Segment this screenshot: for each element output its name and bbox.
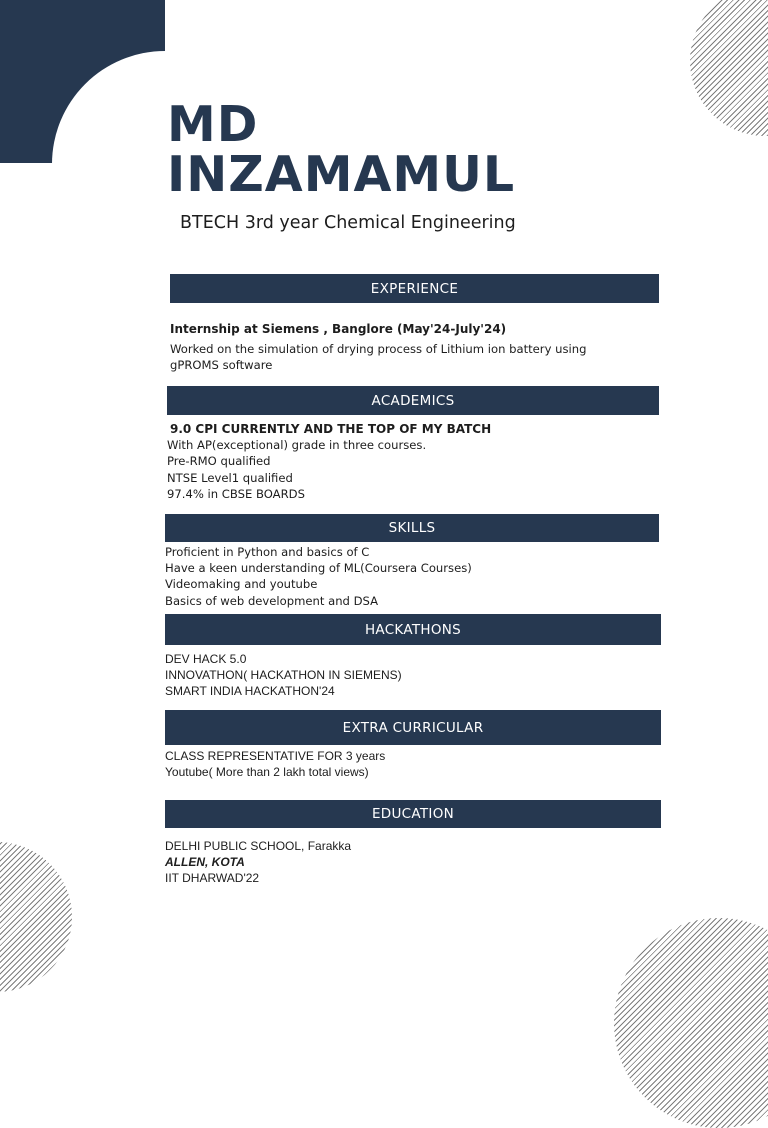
skills-line: Basics of web development and DSA	[165, 593, 379, 608]
extra-curricular-section	[165, 748, 385, 780]
education-line: IIT DHARWAD'22	[165, 871, 260, 886]
education-line: DELHI PUBLIC SCHOOL, Farakka	[165, 839, 352, 853]
hackathons-line: SMART INDIA HACKATHON'24	[165, 684, 335, 699]
skills-line: Proficient in Python and basics of C	[165, 545, 370, 559]
skills-line: Have a keen understanding of ML(Coursera Courses)	[165, 561, 472, 576]
section-heading-education: EDUCATION	[165, 800, 661, 828]
section-heading-hackathons: HACKATHONS	[165, 614, 661, 645]
extra-curricular-line: CLASS REPRESENTATIVE FOR 3 years	[165, 749, 386, 763]
subtitle: BTECH 3rd year Chemical Engineering	[180, 213, 516, 233]
candidate-name	[167, 96, 516, 203]
hatched-circle-bottom-left	[0, 842, 72, 992]
extra-curricular-line: Youtube( More than 2 lakh total views)	[165, 765, 369, 780]
section-heading-experience: EXPERIENCE	[170, 274, 659, 303]
academics-line: 97.4% in CBSE BOARDS	[167, 486, 305, 501]
hatched-circle-top-right	[690, 0, 768, 136]
name-line-1: MD	[167, 96, 259, 153]
experience-line: Worked on the simulation of drying process of Lithium ion battery using	[170, 342, 587, 357]
hackathons-line: DEV HACK 5.0	[165, 652, 247, 666]
section-heading-academics: ACADEMICS	[167, 386, 659, 415]
academics-line: NTSE Level1 qualified	[167, 470, 293, 485]
academics-line: Pre-RMO qualified	[167, 454, 271, 469]
hackathons-line: INNOVATHON( HACKATHON IN SIEMENS)	[165, 668, 402, 683]
hatched-circle-bottom-right	[614, 918, 768, 1128]
education-section	[165, 838, 351, 887]
skills-line: Videomaking and youtube	[165, 577, 318, 592]
academics-section	[167, 421, 491, 502]
experience-title: Internship at Siemens , Banglore (May'24-July'24)	[170, 322, 507, 336]
section-heading-extra-curricular: EXTRA CURRICULAR	[165, 710, 661, 745]
academics-title: 9.0 CPI CURRENTLY AND THE TOP OF MY BATCH	[170, 422, 492, 436]
education-line: ALLEN, KOTA	[165, 855, 245, 870]
experience-section	[170, 321, 586, 374]
academics-line: With AP(exceptional) grade in three courses.	[167, 438, 427, 453]
experience-line: gPROMS software	[170, 358, 273, 373]
hackathons-section	[165, 651, 402, 700]
skills-section	[165, 544, 472, 609]
section-heading-skills: SKILLS	[165, 514, 659, 542]
name-line-2: INZAMAMUL	[167, 146, 516, 203]
